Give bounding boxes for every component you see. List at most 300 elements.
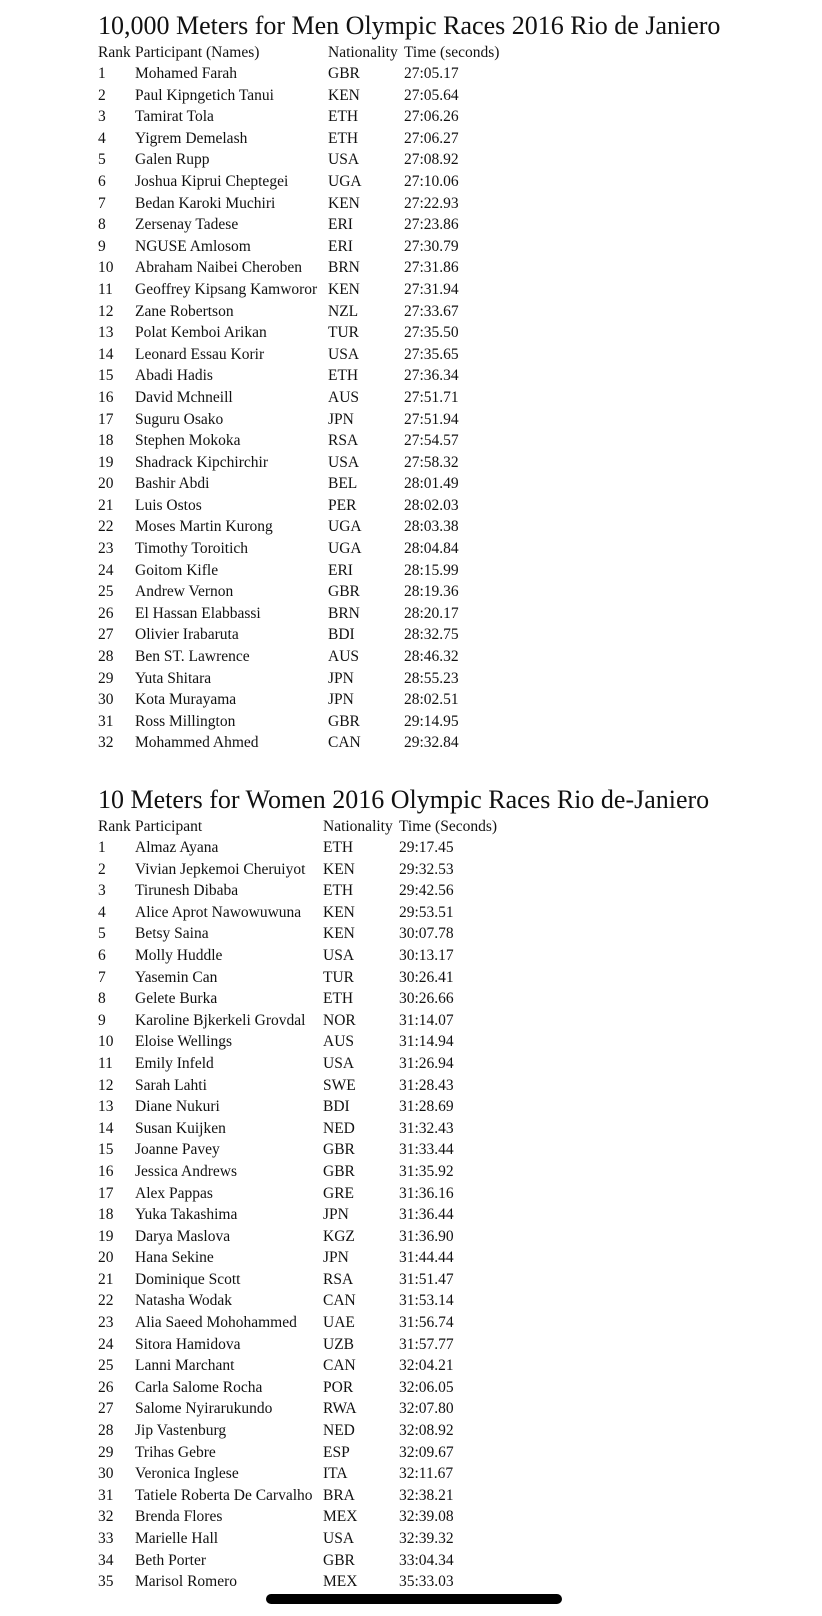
nationality-cell: BRN	[328, 604, 360, 622]
nationality-cell: TUR	[328, 324, 359, 342]
time-cell: 31:28.69	[399, 1098, 454, 1116]
participant-cell: Marisol Romero	[135, 1573, 238, 1591]
nationality-cell: GBR	[323, 1162, 355, 1180]
participant-cell: Tamirat Tola	[135, 108, 214, 126]
time-cell: 32:39.32	[399, 1530, 454, 1547]
time-cell: 28:55.23	[404, 669, 459, 687]
table-row	[98, 495, 499, 517]
rank-cell: 19	[98, 453, 114, 471]
nationality-cell: CAN	[323, 1292, 356, 1310]
nationality-cell: UZB	[323, 1335, 354, 1353]
table-row	[98, 516, 499, 538]
time-cell: 31:36.90	[399, 1227, 454, 1245]
time-cell: 27:08.92	[404, 151, 459, 169]
table-row	[98, 988, 497, 1010]
table-header-row	[98, 816, 497, 837]
nationality-cell: JPN	[323, 1249, 349, 1267]
time-cell: 35:33.03	[399, 1573, 454, 1591]
table-row	[98, 128, 499, 150]
table-row	[98, 1463, 497, 1485]
rank-cell: 35	[98, 1573, 114, 1591]
table-row	[98, 1312, 497, 1334]
participant-cell: Joshua Kiprui Cheptegei	[135, 172, 289, 190]
rank-header: Rank	[98, 44, 131, 61]
rank-cell: 2	[98, 860, 106, 878]
rank-cell: 30	[98, 1465, 114, 1483]
nationality-cell: JPN	[323, 1206, 349, 1224]
rank-cell: 31	[98, 1486, 114, 1504]
participant-cell: Galen Rupp	[135, 151, 210, 169]
time-cell: 33:04.34	[399, 1551, 454, 1569]
table-row	[98, 236, 499, 258]
table-row	[98, 1161, 497, 1183]
rank-cell: 19	[98, 1227, 114, 1245]
participant-cell: Andrew Vernon	[135, 583, 234, 601]
rank-cell: 23	[98, 540, 114, 558]
nationality-cell: KEN	[323, 925, 355, 943]
table-row	[98, 1377, 497, 1399]
rank-cell: 21	[98, 1270, 114, 1288]
participant-cell: Karoline Bjkerkeli Grovdal	[135, 1011, 306, 1029]
time-cell: 27:23.86	[404, 216, 459, 234]
nationality-cell: BDI	[328, 626, 355, 644]
nationality-cell: RSA	[323, 1270, 354, 1288]
women-results-title: 10 Meters for Women 2016 Olympic Races Rio de-Janiero	[98, 785, 710, 814]
table-row	[98, 560, 499, 582]
rank-cell: 24	[98, 561, 114, 579]
nationality-cell: SWE	[323, 1076, 356, 1094]
time-cell: 28:02.03	[404, 496, 459, 514]
rank-cell: 4	[98, 129, 106, 147]
time-cell: 27:05.64	[404, 86, 459, 104]
home-indicator[interactable]	[266, 1594, 562, 1604]
rank-cell: 6	[98, 946, 106, 964]
rank-cell: 26	[98, 604, 114, 622]
time-cell: 31:53.14	[399, 1292, 454, 1310]
nationality-cell: ETH	[323, 990, 354, 1008]
nationality-cell: USA	[323, 1054, 355, 1072]
nationality-cell: NZL	[328, 302, 359, 320]
nationality-cell: MEX	[323, 1573, 358, 1591]
table-row	[98, 1550, 497, 1572]
participant-cell: Darya Maslova	[135, 1227, 231, 1245]
time-cell: 27:54.57	[404, 432, 459, 450]
women-results-body	[98, 837, 497, 1593]
time-cell: 27:06.27	[404, 129, 459, 147]
rank-cell: 20	[98, 1249, 114, 1267]
rank-cell: 3	[98, 882, 106, 900]
nationality-cell: AUS	[328, 648, 360, 666]
time-cell: 27:05.17	[404, 65, 459, 82]
table-row	[98, 1139, 497, 1161]
nationality-cell: KEN	[328, 194, 360, 212]
participant-cell: Gelete Burka	[135, 990, 218, 1008]
rank-cell: 11	[98, 280, 113, 298]
nationality-cell: GBR	[328, 65, 360, 82]
rank-cell: 32	[98, 734, 114, 752]
time-cell: 32:08.92	[399, 1422, 454, 1440]
time-cell: 28:15.99	[404, 561, 459, 579]
participant-cell: Luis Ostos	[135, 496, 202, 514]
participant-cell: Carla Salome Rocha	[135, 1378, 263, 1396]
participant-cell: Tatiele Roberta De Carvalho	[135, 1486, 313, 1504]
nationality-cell: NOR	[323, 1011, 356, 1029]
time-cell: 31:14.94	[399, 1033, 454, 1051]
rank-cell: 1	[98, 839, 106, 856]
nationality-cell: ETH	[328, 129, 359, 147]
nationality-cell: GBR	[328, 712, 360, 730]
participant-cell: Yigrem Demelash	[135, 129, 248, 147]
time-cell: 31:32.43	[399, 1119, 454, 1137]
time-cell: 28:01.49	[404, 475, 459, 493]
participant-cell: Mohamed Farah	[135, 65, 238, 82]
nationality-cell: BRA	[323, 1486, 355, 1504]
table-row	[98, 1118, 497, 1140]
time-cell: 30:26.41	[399, 968, 454, 986]
rank-cell: 12	[98, 302, 114, 320]
table-row	[98, 1334, 497, 1356]
rank-cell: 11	[98, 1054, 113, 1072]
table-row	[98, 1442, 497, 1464]
nationality-cell: BEL	[328, 475, 358, 493]
time-cell: 28:04.84	[404, 540, 459, 558]
table-row	[98, 902, 497, 924]
nationality-cell: BDI	[323, 1098, 350, 1116]
rank-cell: 27	[98, 626, 114, 644]
table-row	[98, 1485, 497, 1507]
rank-cell: 20	[98, 475, 114, 493]
participant-cell: Abraham Naibei Cheroben	[135, 259, 302, 277]
time-cell: 27:22.93	[404, 194, 459, 212]
nationality-cell: RSA	[328, 432, 359, 450]
table-row	[98, 344, 499, 366]
table-row	[98, 409, 499, 431]
table-row	[98, 1204, 497, 1226]
rank-cell: 5	[98, 151, 106, 169]
time-cell: 28:32.75	[404, 626, 459, 644]
nationality-header: Nationality	[323, 818, 393, 835]
participant-cell: Kota Murayama	[135, 691, 237, 709]
participant-cell: Molly Huddle	[135, 946, 223, 964]
nationality-cell: ERI	[328, 216, 353, 234]
table-row	[98, 106, 499, 128]
participant-cell: Zane Robertson	[135, 302, 234, 320]
nationality-cell: ETH	[323, 839, 354, 856]
nationality-cell: USA	[323, 1530, 355, 1547]
rank-cell: 32	[98, 1508, 114, 1526]
participant-cell: Yuka Takashima	[135, 1206, 238, 1224]
participant-cell: Sitora Hamidova	[135, 1335, 241, 1353]
men-results-title: 10,000 Meters for Men Olympic Races 2016 Rio de Janiero	[98, 11, 721, 40]
nationality-cell: GBR	[323, 1141, 355, 1159]
table-row	[98, 689, 499, 711]
nationality-cell: UGA	[328, 518, 362, 536]
participant-cell: Paul Kipngetich Tanui	[135, 86, 274, 104]
rank-cell: 10	[98, 1033, 114, 1051]
nationality-cell: USA	[328, 453, 360, 471]
participant-cell: Leonard Essau Korir	[135, 345, 265, 363]
time-cell: 31:56.74	[399, 1314, 454, 1332]
nationality-cell: AUS	[323, 1033, 355, 1051]
rank-cell: 29	[98, 1443, 114, 1461]
rank-cell: 13	[98, 324, 114, 342]
nationality-cell: ERI	[328, 237, 353, 255]
participant-cell: Timothy Toroitich	[135, 540, 249, 558]
time-cell: 29:14.95	[404, 712, 459, 730]
nationality-cell: USA	[328, 345, 360, 363]
time-cell: 27:58.32	[404, 453, 459, 471]
rank-cell: 16	[98, 388, 114, 406]
participant-cell: Betsy Saina	[135, 925, 209, 943]
table-row	[98, 171, 499, 193]
nationality-cell: UAE	[323, 1314, 355, 1332]
rank-cell: 3	[98, 108, 106, 126]
rank-cell: 24	[98, 1335, 114, 1353]
rank-cell: 10	[98, 259, 114, 277]
rank-cell: 9	[98, 237, 106, 255]
time-cell: 31:51.47	[399, 1270, 454, 1288]
participant-cell: Abadi Hadis	[135, 367, 213, 385]
participant-cell: Alice Aprot Nawowuwuna	[135, 903, 302, 921]
table-row	[98, 322, 499, 344]
participant-header: Participant (Names)	[135, 44, 260, 61]
participant-cell: Alex Pappas	[135, 1184, 213, 1202]
nationality-cell: UGA	[328, 540, 362, 558]
participant-cell: Lanni Marchant	[135, 1357, 235, 1375]
table-header-row	[98, 42, 499, 63]
participant-cell: Eloise Wellings	[135, 1033, 233, 1051]
time-cell: 27:10.06	[404, 172, 459, 190]
participant-cell: Ross Millington	[135, 712, 236, 730]
time-cell: 27:31.86	[404, 259, 459, 277]
rank-cell: 22	[98, 518, 114, 536]
rank-cell: 18	[98, 1206, 114, 1224]
nationality-cell: GRE	[323, 1184, 354, 1202]
rank-cell: 29	[98, 669, 114, 687]
table-row	[98, 301, 499, 323]
time-cell: 32:38.21	[399, 1486, 454, 1504]
rank-cell: 4	[98, 903, 106, 921]
rank-header: Rank	[98, 818, 131, 835]
time-cell: 27:35.65	[404, 345, 459, 363]
table-row	[98, 967, 497, 989]
table-row	[98, 279, 499, 301]
table-row	[98, 430, 499, 452]
rank-cell: 5	[98, 925, 106, 943]
rank-cell: 22	[98, 1292, 114, 1310]
table-row	[98, 538, 499, 560]
table-row	[98, 668, 499, 690]
table-row	[98, 923, 497, 945]
time-cell: 28:46.32	[404, 648, 459, 666]
table-row	[98, 1096, 497, 1118]
rank-cell: 15	[98, 367, 114, 385]
women-results-section	[98, 784, 709, 1593]
participant-cell: Stephen Mokoka	[135, 432, 241, 450]
participant-cell: Emily Infeld	[135, 1054, 214, 1072]
rank-cell: 26	[98, 1378, 114, 1396]
table-row	[98, 149, 499, 171]
nationality-cell: JPN	[328, 410, 354, 428]
time-cell: 29:32.84	[404, 734, 459, 752]
nationality-cell: MEX	[323, 1508, 358, 1526]
table-row	[98, 1269, 497, 1291]
time-cell: 27:51.94	[404, 410, 459, 428]
time-cell: 27:33.67	[404, 302, 459, 320]
nationality-cell: ESP	[323, 1443, 350, 1461]
participant-cell: Susan Kuijken	[135, 1119, 226, 1137]
time-cell: 31:33.44	[399, 1141, 454, 1159]
nationality-cell: NED	[323, 1119, 355, 1137]
nationality-cell: USA	[328, 151, 360, 169]
participant-cell: Bedan Karoki Muchiri	[135, 194, 276, 212]
table-row	[98, 1506, 497, 1528]
participant-cell: Beth Porter	[135, 1551, 207, 1569]
participant-cell: Marielle Hall	[135, 1530, 219, 1547]
table-row	[98, 945, 497, 967]
participant-header: Participant	[135, 818, 203, 835]
table-row	[98, 1010, 497, 1032]
table-row	[98, 1398, 497, 1420]
time-cell: 27:30.79	[404, 237, 459, 255]
participant-cell: Yuta Shitara	[135, 669, 212, 687]
time-cell: 32:11.67	[399, 1465, 454, 1483]
participant-cell: Moses Martin Kurong	[135, 518, 273, 536]
time-cell: 27:06.26	[404, 108, 459, 126]
nationality-cell: KEN	[323, 903, 355, 921]
nationality-header: Nationality	[328, 44, 398, 61]
table-row	[98, 193, 499, 215]
participant-cell: Zersenay Tadese	[135, 216, 239, 234]
time-cell: 32:04.21	[399, 1357, 454, 1375]
men-results-section	[98, 10, 720, 754]
participant-cell: Brenda Flores	[135, 1508, 223, 1526]
participant-cell: Vivian Jepkemoi Cheruiyot	[135, 860, 306, 878]
nationality-cell: PER	[328, 496, 357, 514]
time-cell: 31:14.07	[399, 1011, 454, 1029]
rank-cell: 8	[98, 216, 106, 234]
rank-cell: 28	[98, 648, 114, 666]
nationality-cell: GBR	[328, 583, 360, 601]
time-cell: 28:19.36	[404, 583, 459, 601]
time-cell: 28:03.38	[404, 518, 459, 536]
participant-cell: Polat Kemboi Arikan	[135, 324, 267, 342]
participant-cell: Olivier Irabaruta	[135, 626, 239, 644]
time-cell: 31:57.77	[399, 1335, 454, 1353]
time-cell: 29:32.53	[399, 860, 454, 878]
time-cell: 27:35.50	[404, 324, 459, 342]
nationality-cell: NED	[323, 1422, 355, 1440]
rank-cell: 34	[98, 1551, 114, 1569]
time-cell: 28:20.17	[404, 604, 459, 622]
nationality-cell: KEN	[323, 860, 355, 878]
participant-cell: Geoffrey Kipsang Kamworor	[135, 280, 318, 298]
nationality-cell: GBR	[323, 1551, 355, 1569]
rank-cell: 7	[98, 968, 106, 986]
table-row	[98, 1031, 497, 1053]
table-row	[98, 1183, 497, 1205]
participant-cell: Salome Nyirarukundo	[135, 1400, 273, 1418]
rank-cell: 27	[98, 1400, 114, 1418]
table-row	[98, 63, 499, 85]
nationality-cell: CAN	[323, 1357, 356, 1375]
participant-cell: Jip Vastenburg	[135, 1422, 227, 1440]
table-row	[98, 732, 499, 754]
rank-cell: 33	[98, 1530, 114, 1547]
participant-cell: El Hassan Elabbassi	[135, 604, 261, 622]
table-row	[98, 452, 499, 474]
table-row	[98, 85, 499, 107]
table-row	[98, 1075, 497, 1097]
participant-cell: Jessica Andrews	[135, 1162, 238, 1180]
time-cell: 31:36.16	[399, 1184, 454, 1202]
rank-cell: 2	[98, 86, 106, 104]
time-cell: 32:39.08	[399, 1508, 454, 1526]
participant-cell: Sarah Lahti	[135, 1076, 207, 1094]
rank-cell: 23	[98, 1314, 114, 1332]
nationality-cell: UGA	[328, 172, 362, 190]
table-row	[98, 581, 499, 603]
time-cell: 29:42.56	[399, 882, 454, 900]
participant-cell: Diane Nukuri	[135, 1098, 220, 1116]
rank-cell: 15	[98, 1141, 114, 1159]
participant-cell: Bashir Abdi	[135, 475, 210, 493]
time-cell: 30:07.78	[399, 925, 454, 943]
participant-cell: Veronica Inglese	[135, 1465, 239, 1483]
time-cell: 27:51.71	[404, 388, 459, 406]
nationality-cell: RWA	[323, 1400, 357, 1418]
table-row	[98, 1420, 497, 1442]
rank-cell: 16	[98, 1162, 114, 1180]
participant-cell: Ben ST. Lawrence	[135, 648, 250, 666]
participant-cell: Hana Sekine	[135, 1249, 214, 1267]
rank-cell: 6	[98, 172, 106, 190]
nationality-cell: KEN	[328, 86, 360, 104]
nationality-cell: ETH	[323, 882, 354, 900]
participant-cell: Natasha Wodak	[135, 1292, 233, 1310]
table-row	[98, 1355, 497, 1377]
participant-cell: Trihas Gebre	[135, 1443, 216, 1461]
time-cell: 32:07.80	[399, 1400, 454, 1418]
nationality-cell: JPN	[328, 691, 354, 709]
participant-cell: Dominique Scott	[135, 1270, 241, 1288]
time-cell: 27:31.94	[404, 280, 459, 298]
men-results-table	[98, 42, 499, 754]
nationality-cell: ITA	[323, 1465, 348, 1483]
nationality-cell: ETH	[328, 108, 359, 126]
time-cell: 31:44.44	[399, 1249, 454, 1267]
participant-cell: David Mchneill	[135, 388, 233, 406]
time-header: Time (seconds)	[404, 44, 500, 61]
table-row	[98, 257, 499, 279]
time-cell: 31:26.94	[399, 1054, 454, 1072]
rank-cell: 13	[98, 1098, 114, 1116]
time-cell: 32:09.67	[399, 1443, 454, 1461]
time-cell: 29:53.51	[399, 903, 454, 921]
time-cell: 29:17.45	[399, 839, 454, 856]
rank-cell: 17	[98, 1184, 114, 1202]
rank-cell: 25	[98, 1357, 114, 1375]
nationality-cell: AUS	[328, 388, 360, 406]
table-row	[98, 365, 499, 387]
table-row	[98, 603, 499, 625]
time-cell: 31:36.44	[399, 1206, 454, 1224]
time-cell: 31:28.43	[399, 1076, 454, 1094]
table-row	[98, 387, 499, 409]
men-results-body	[98, 63, 499, 754]
participant-cell: Mohammed Ahmed	[135, 734, 259, 752]
time-cell: 32:06.05	[399, 1378, 454, 1396]
